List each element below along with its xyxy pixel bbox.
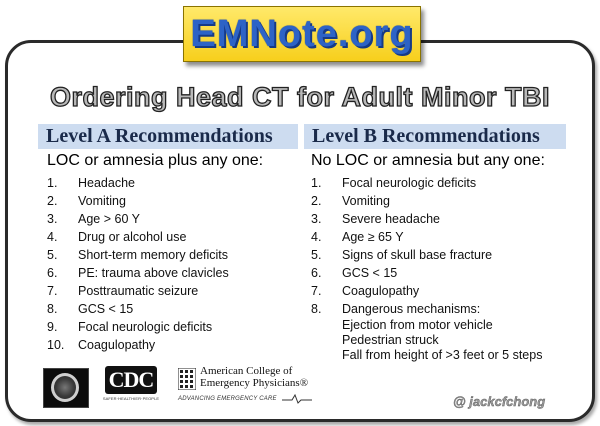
acep-name-line1: American College of [200,365,293,377]
item-text: Coagulopathy [78,338,156,352]
item-text: GCS < 15 [78,302,134,316]
item-text: Dangerous mechanisms: [342,302,481,316]
item-text: GCS < 15 [342,266,398,280]
acep-name [200,366,330,389]
list-item [311,246,581,264]
item-number: 4. [47,230,58,244]
item-number: 1. [311,176,322,190]
item-text: Severe headache [342,212,440,226]
acep-grid-icon [178,368,196,390]
item-detail: Pedestrian struck [342,333,439,347]
list-item [47,318,297,336]
item-number: 2. [311,194,322,208]
level-a-list [47,174,297,354]
item-number: 1. [47,176,58,190]
level-b-criteria: No LOC or amnesia but any one: [311,152,545,169]
list-item [47,174,297,192]
brain-ct-icon [51,373,79,402]
list-item [311,300,581,363]
list-item [47,264,297,282]
item-number: 6. [47,266,58,280]
acep-logo [178,366,326,408]
item-number: 5. [47,248,58,262]
item-text: Focal neurologic deficits [78,320,213,334]
list-item [47,192,297,210]
list-item [47,336,297,354]
level-b-heading: Level B Recommendations [304,124,566,149]
list-item [47,228,297,246]
acep-name-line2: Emergency Physicians® [200,376,309,389]
item-number: 3. [47,212,58,226]
item-text: Age ≥ 65 Y [342,230,404,244]
page-title: Ordering Head CT for Adult Minor TBI [50,82,550,112]
item-text: Signs of skull base fracture [342,248,493,262]
item-text: Headache [78,176,135,190]
item-text: Vomiting [342,194,390,208]
list-item [47,300,297,318]
cdc-mark: CDC [105,366,157,394]
item-number: 5. [311,248,322,262]
item-number: 7. [47,284,58,298]
level-a-heading: Level A Recommendations [38,124,298,149]
item-text: Posttraumatic seizure [78,284,199,298]
item-detail: Ejection from motor vehicle [342,318,493,332]
heartbeat-icon [282,394,312,404]
item-number: 8. [311,302,322,316]
item-number: 6. [311,266,322,280]
item-text: Coagulopathy [342,284,420,298]
list-item [47,282,297,300]
brand-banner: EMNote.org [183,6,421,62]
list-item [311,228,581,246]
list-item [311,210,581,228]
list-item [311,192,581,210]
item-text: PE: trauma above clavicles [78,266,229,280]
list-item [47,246,297,264]
item-number: 3. [311,212,322,226]
item-text: Vomiting [78,194,126,208]
acep-tagline: ADVANCING EMERGENCY CARE [178,396,277,402]
item-text: Age > 60 Y [78,212,140,226]
item-number: 8. [47,302,58,316]
item-text: Focal neurologic deficits [342,176,477,190]
ct-scan-logo [43,368,89,408]
level-b-list [311,174,581,363]
list-item [311,264,581,282]
list-item [47,210,297,228]
cdc-logo [102,366,160,408]
item-text: Short-term memory deficits [78,248,229,262]
item-detail: Fall from height of >3 feet or 5 steps [342,348,543,362]
item-text: Drug or alcohol use [78,230,187,244]
item-number: 2. [47,194,58,208]
item-number: 4. [311,230,322,244]
cdc-tagline: SAFER·HEALTHIER·PEOPLE [102,396,160,401]
author-credit: @ jackcfchong [453,394,546,409]
level-a-criteria: LOC or amnesia plus any one: [47,152,264,169]
item-number: 9. [47,320,58,334]
item-number: 7. [311,284,322,298]
list-item [311,174,581,192]
list-item [311,282,581,300]
item-number: 10. [47,338,65,352]
